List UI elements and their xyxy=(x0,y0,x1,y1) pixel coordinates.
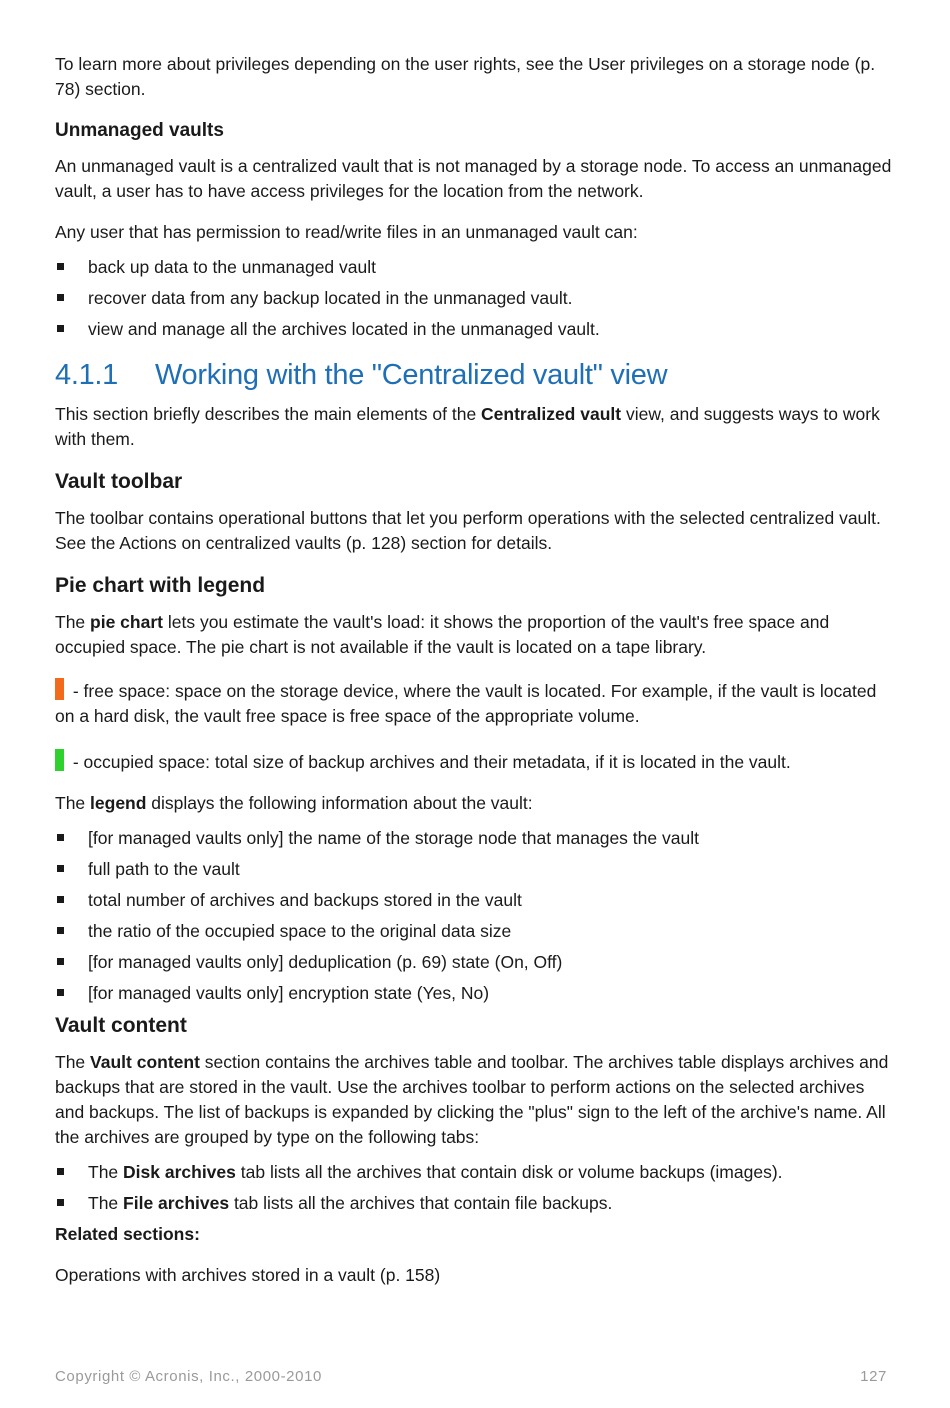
section-title: Working with the "Centralized vault" view xyxy=(155,359,668,391)
list-item: back up data to the unmanaged vault xyxy=(55,255,895,280)
bullet-icon xyxy=(57,294,64,301)
vault-content-heading: Vault content xyxy=(55,1014,187,1037)
bullet-icon xyxy=(57,958,64,965)
list-item: recover data from any backup located in the unmanaged vault. xyxy=(55,286,895,311)
bullet-icon xyxy=(57,834,64,841)
bullet-icon xyxy=(57,896,64,903)
section-intro-paragraph: This section briefly describes the main elements of the Centralized vault view, and suggests ways to work with them. xyxy=(55,404,880,449)
unmanaged-vaults-heading: Unmanaged vaults xyxy=(55,120,224,141)
vault-content-paragraph: The Vault content section contains the archives table and toolbar. The archives table displays archives and backups that are stored in the vault. Use the archives toolbar to perform actions on the selected archives and backups. The list of backups is expanded by clicking the "plus" sign to the left of the archive's name. All the archives are grouped by type on the following tabs: xyxy=(55,1052,889,1147)
bullet-icon xyxy=(57,325,64,332)
free-space-swatch xyxy=(55,678,64,700)
unmanaged-paragraph-1: An unmanaged vault is a centralized vault that is not managed by a storage node. To access an unmanaged vault, a user has to have access privileges for the location from the network. xyxy=(55,156,892,201)
bullet-icon xyxy=(57,865,64,872)
list-item: full path to the vault xyxy=(55,857,895,882)
occupied-space-legend: - occupied space: total size of backup archives and their metadata, if it is located in the vault. xyxy=(55,749,895,775)
intro-paragraph: To learn more about privileges depending on the user rights, see the User privileges on a storage node (p. 78) section. xyxy=(55,54,876,99)
bullet-icon xyxy=(57,989,64,996)
vault-toolbar-heading: Vault toolbar xyxy=(55,470,183,493)
list-item: view and manage all the archives located in the unmanaged vault. xyxy=(55,317,895,342)
legend-list xyxy=(55,826,895,1006)
tabs-list xyxy=(55,1160,895,1216)
page-footer xyxy=(55,1368,887,1385)
bullet-icon xyxy=(57,263,64,270)
occupied-space-swatch xyxy=(55,749,64,771)
copyright-text: Copyright © Acronis, Inc., 2000-2010 xyxy=(55,1368,322,1385)
related-sections-heading: Related sections: xyxy=(55,1224,200,1244)
list-item: total number of archives and backups stored in the vault xyxy=(55,888,895,913)
bullet-icon xyxy=(57,1199,64,1206)
unmanaged-paragraph-2: Any user that has permission to read/write files in an unmanaged vault can: xyxy=(55,222,638,242)
page-number: 127 xyxy=(860,1368,887,1385)
list-item: The File archives tab lists all the archives that contain file backups. xyxy=(55,1191,895,1216)
pie-chart-heading: Pie chart with legend xyxy=(55,574,266,597)
legend-paragraph: The legend displays the following information about the vault: xyxy=(55,793,533,813)
document-page xyxy=(55,52,895,1288)
list-item: The Disk archives tab lists all the archives that contain disk or volume backups (images). xyxy=(55,1160,895,1185)
pie-chart-paragraph: The pie chart lets you estimate the vault's load: it shows the proportion of the vault's free space and occupied space. The pie chart is not available if the vault is located on a tape library. xyxy=(55,612,830,657)
vault-toolbar-paragraph: The toolbar contains operational buttons that let you perform operations with the selected centralized vault. See the Actions on centralized vaults (p. 128) section for details. xyxy=(55,508,881,553)
list-item: [for managed vaults only] deduplication (p. 69) state (On, Off) xyxy=(55,950,895,975)
section-number: 4.1.1 xyxy=(55,359,118,391)
list-item: the ratio of the occupied space to the original data size xyxy=(55,919,895,944)
bullet-icon xyxy=(57,1168,64,1175)
list-item: [for managed vaults only] the name of the storage node that manages the vault xyxy=(55,826,895,851)
unmanaged-list xyxy=(55,255,895,342)
bullet-icon xyxy=(57,927,64,934)
free-space-legend: - free space: space on the storage device, where the vault is located. For example, if the vault is located on a hard disk, the vault free space is free space of the appropriate volume. xyxy=(55,678,895,729)
section-heading xyxy=(55,356,895,394)
list-item: [for managed vaults only] encryption state (Yes, No) xyxy=(55,981,895,1006)
related-link[interactable]: Operations with archives stored in a vault (p. 158) xyxy=(55,1265,441,1285)
